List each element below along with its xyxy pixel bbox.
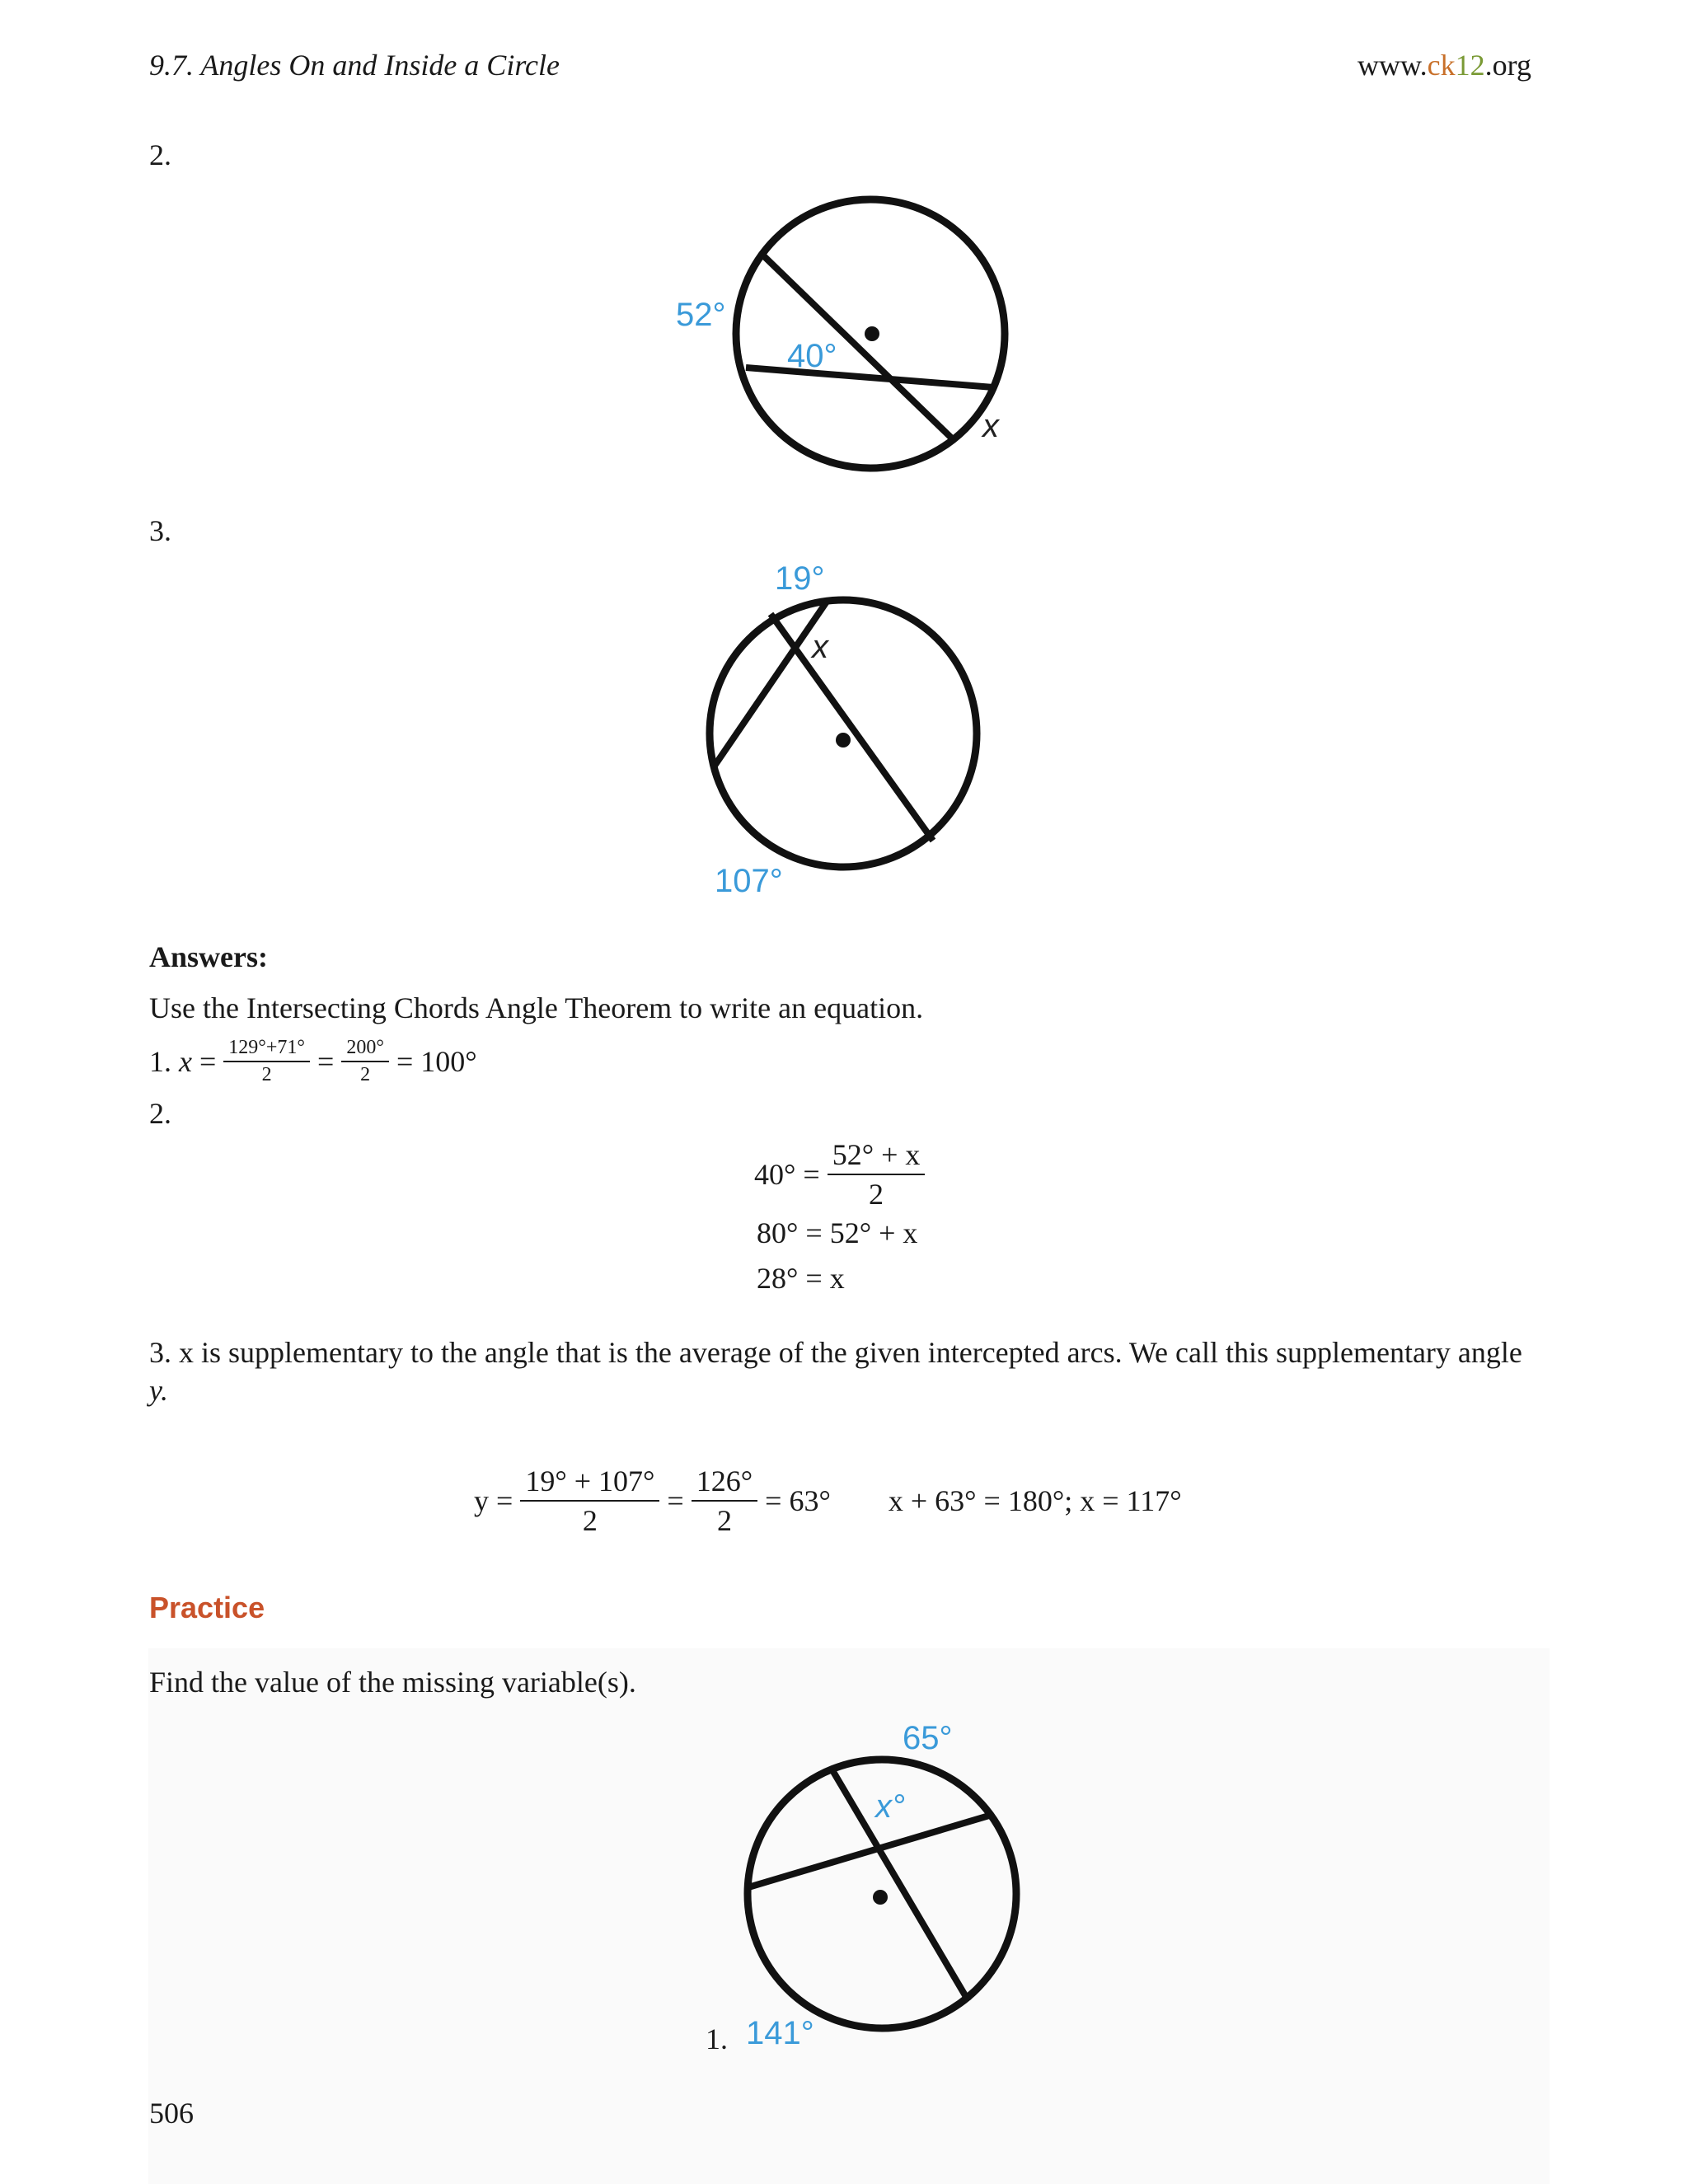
arc-label-107: 107° <box>715 863 783 899</box>
arc-label-52: 52° <box>676 297 726 333</box>
denominator: 2 <box>582 1504 598 1537</box>
answer-1-fraction-2 <box>341 1037 389 1086</box>
second-equation: x + 63° = 180°; x = 117° <box>888 1484 1182 1517</box>
numerator: 126° <box>692 1464 757 1502</box>
site-suffix: .org <box>1484 49 1531 82</box>
denominator: 2 <box>360 1064 371 1085</box>
answer-1-fraction-1 <box>223 1037 310 1086</box>
line-1-fraction <box>828 1137 926 1212</box>
angle-label-40: 40° <box>787 338 837 374</box>
site-prefix: www. <box>1357 49 1428 82</box>
answers-heading: Answers: <box>149 940 268 973</box>
site-ck: ck <box>1427 49 1456 82</box>
arc-label-141: 141° <box>746 2015 814 2051</box>
site-url <box>1357 48 1531 82</box>
answer-3-text: 3. x is supplementary to the angle that is the average of the given intercepted arcs. We call this supplementary angle <box>149 1336 1522 1369</box>
line-1-left: 40° = <box>754 1158 828 1191</box>
practice-instruction: Find the value of the missing variable(s). <box>149 1666 636 1699</box>
practice-1-number: 1. <box>706 2022 728 2055</box>
answer-1-eq2: = <box>310 1045 342 1078</box>
practice-heading: Practice <box>149 1591 265 1624</box>
example-2-number: 2. <box>149 138 171 171</box>
answer-1 <box>149 1037 477 1086</box>
answer-3-text-end: y. <box>149 1374 168 1407</box>
arc-label-19: 19° <box>775 560 825 597</box>
fraction-2 <box>692 1464 757 1538</box>
answer-2-line-1 <box>754 1137 925 1212</box>
denominator: 2 <box>261 1064 272 1085</box>
angle-label-x: x° <box>875 1788 905 1825</box>
running-title: 9.7. Angles On and Inside a Circle <box>149 49 560 82</box>
arc-label-65: 65° <box>903 1720 953 1756</box>
answer-2-line-3: 28° = x <box>757 1262 845 1295</box>
example-3-number: 3. <box>149 514 171 547</box>
answers-intro: Use the Intersecting Chords Angle Theorem to write an equation. <box>149 991 924 1024</box>
numerator: 200° <box>341 1037 389 1062</box>
center-dot <box>873 1890 888 1905</box>
page-number: 506 <box>149 2097 194 2130</box>
answer-2-line-2: 80° = 52° + x <box>757 1216 918 1249</box>
center-dot <box>836 733 851 748</box>
angle-label-x: x <box>812 629 828 665</box>
answer-2-label: 2. <box>149 1097 171 1130</box>
site-12: 12 <box>1455 49 1485 82</box>
figure-practice-1 <box>725 1714 1055 2060</box>
answer-3-equation <box>474 1464 1182 1538</box>
eq: = <box>659 1484 692 1517</box>
numerator: 19° + 107° <box>520 1464 659 1502</box>
answer-1-var: x <box>179 1045 192 1078</box>
chord-2 <box>713 602 827 768</box>
answer-1-result: = 100° <box>388 1045 477 1078</box>
center-dot <box>865 326 879 341</box>
figure-example-3 <box>676 560 1006 907</box>
answer-1-label: 1. <box>149 1045 179 1078</box>
answer-1-eq: = <box>191 1045 224 1078</box>
arc-label-x: x <box>982 408 999 444</box>
denominator: 2 <box>869 1178 884 1211</box>
fraction-1 <box>520 1464 659 1538</box>
denominator: 2 <box>716 1504 732 1537</box>
y-lhs: y = <box>474 1484 521 1517</box>
numerator: 52° + x <box>828 1137 926 1175</box>
chord-2 <box>746 368 993 387</box>
numerator: 129°+71° <box>223 1037 310 1062</box>
result: = 63° <box>757 1484 831 1517</box>
figure-example-2 <box>659 181 1039 494</box>
